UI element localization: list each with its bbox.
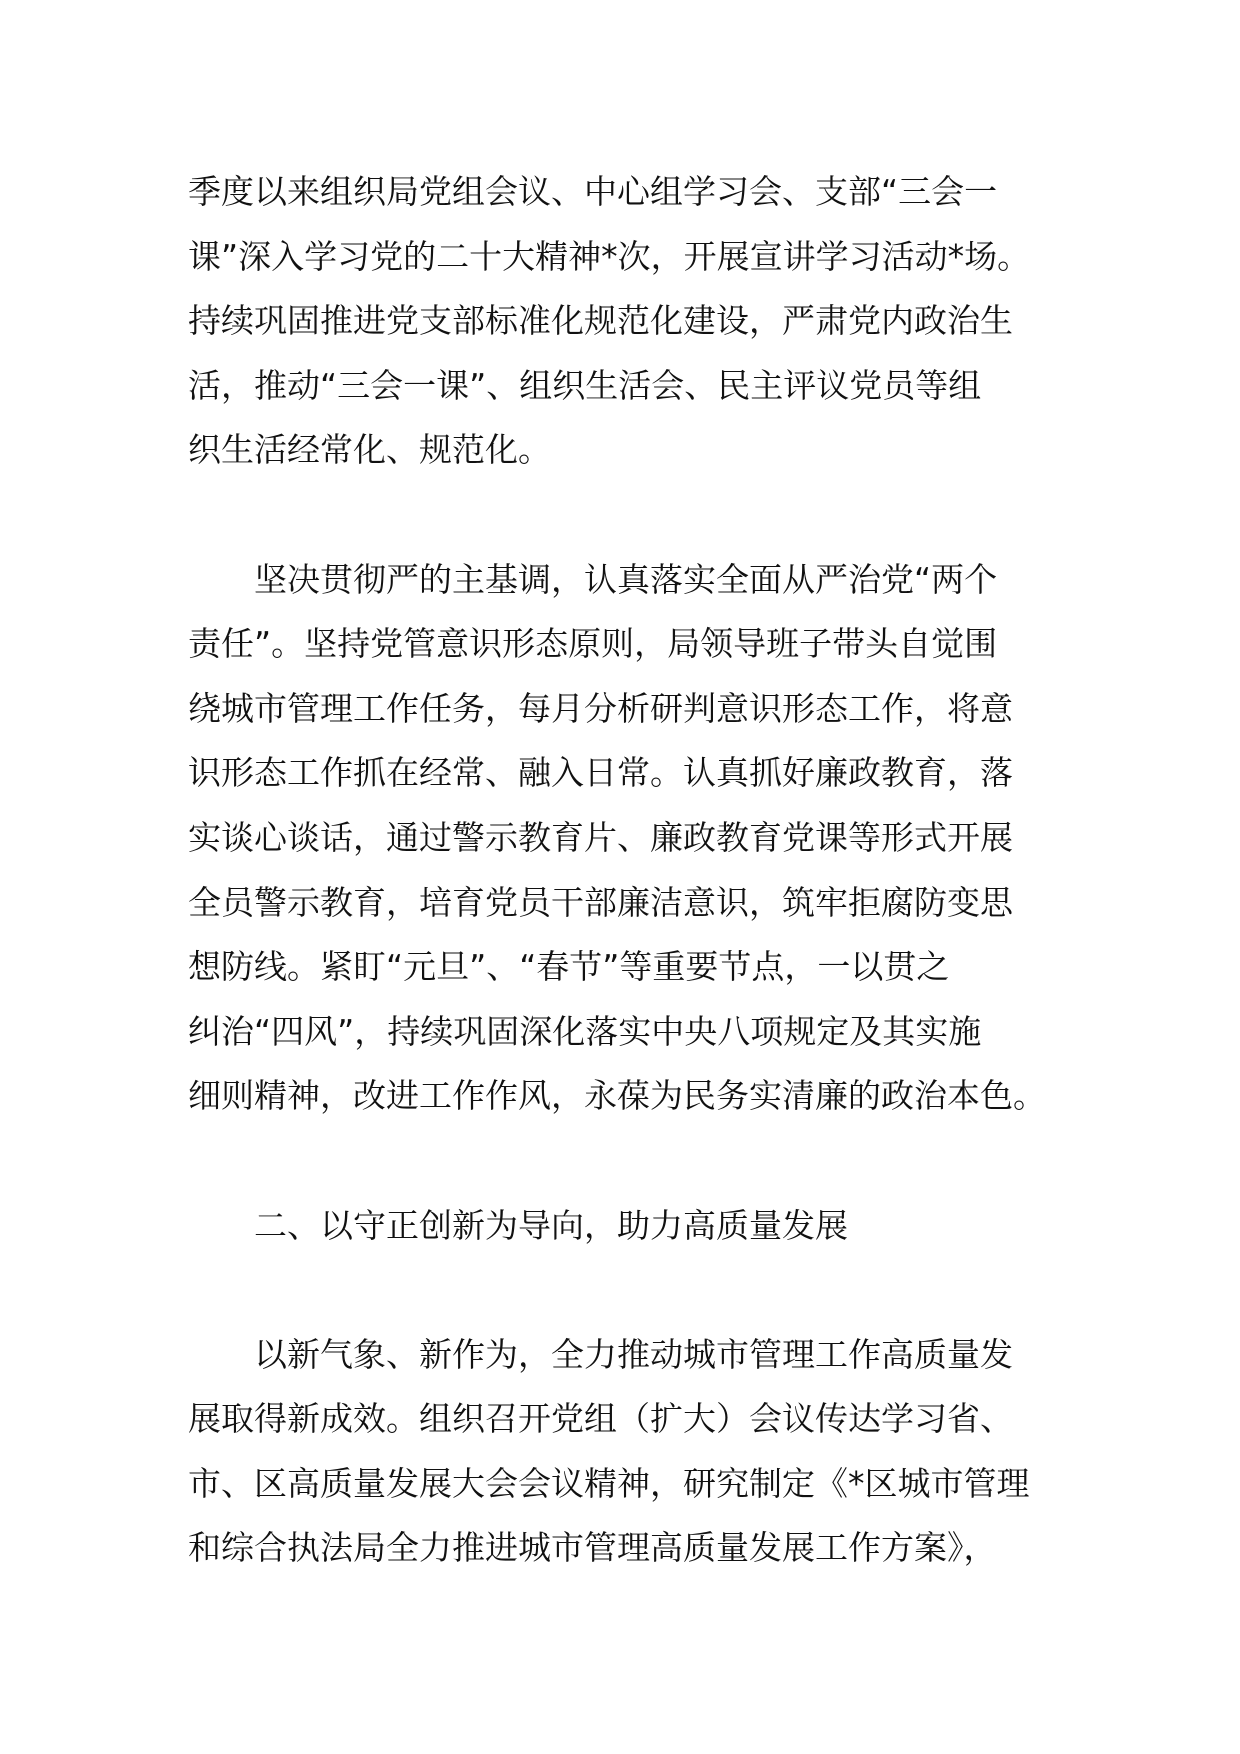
paragraph-4 bbox=[188, 1323, 1068, 1581]
section-heading-2 bbox=[188, 1194, 1068, 1259]
paragraph-line: 织生活经常化、规范化。 bbox=[188, 430, 551, 470]
paragraph-line: 和综合执法局全力推进城市管理高质量发展工作方案》， bbox=[188, 1528, 997, 1568]
section-heading: 二、以守正创新为导向，助力高质量发展 bbox=[254, 1205, 848, 1245]
paragraph-line: 责任”。坚持党管意识形态原则，局领导班子带头自觉围 bbox=[188, 624, 998, 664]
paragraph-line: 季度以来组织局党组会议、中心组学习会、支部“三会一 bbox=[188, 172, 998, 211]
paragraph-line: 以新气象、新作为，全力推动城市管理工作高质量发 bbox=[254, 1334, 1013, 1374]
paragraph-line: 全员警示教育，培育党员干部廉洁意识，筑牢拒腐防变思 bbox=[188, 882, 1013, 922]
paragraph-line: 想防线。紧盯“元旦”、“春节”等重要节点，一以贯之 bbox=[188, 947, 950, 987]
paragraph-line: 坚决贯彻严的主基调，认真落实全面从严治党“两个 bbox=[254, 559, 998, 599]
paragraph-line: 细则精神，改进工作作风，永葆为民务实清廉的政治本色。 bbox=[188, 1076, 1046, 1116]
paragraph-line: 实谈心谈话，通过警示教育片、廉政教育党课等形式开展 bbox=[188, 817, 1013, 857]
paragraph-line: 纠治“四风”，持续巩固深化落实中央八项规定及其实施 bbox=[188, 1011, 982, 1051]
paragraph-line: 市、区高质量发展大会会议精神，研究制定《*区城市管理 bbox=[188, 1463, 1030, 1503]
document-body bbox=[188, 160, 1068, 1581]
paragraph-line: 识形态工作抓在经常、融入日常。认真抓好廉政教育，落 bbox=[188, 753, 1013, 793]
paragraph-2 bbox=[188, 548, 1068, 1129]
paragraph-spacer bbox=[188, 1258, 1068, 1323]
paragraph-line: 绕城市管理工作任务，每月分析研判意识形态工作，将意 bbox=[188, 688, 1013, 728]
paragraph-spacer bbox=[188, 483, 1068, 548]
paragraph-line: 活，推动“三会一课”、组织生活会、民主评议党员等组 bbox=[188, 365, 982, 405]
paragraph-spacer bbox=[188, 1129, 1068, 1194]
paragraph-1 bbox=[188, 160, 1068, 483]
paragraph-line: 课”深入学习党的二十大精神*次，开展宣讲学习活动*场。 bbox=[188, 236, 1031, 276]
paragraph-line: 持续巩固推进党支部标准化规范化建设，严肃党内政治生 bbox=[188, 301, 1013, 341]
paragraph-line: 展取得新成效。组织召开党组（扩大）会议传达学习省、 bbox=[188, 1399, 1013, 1439]
